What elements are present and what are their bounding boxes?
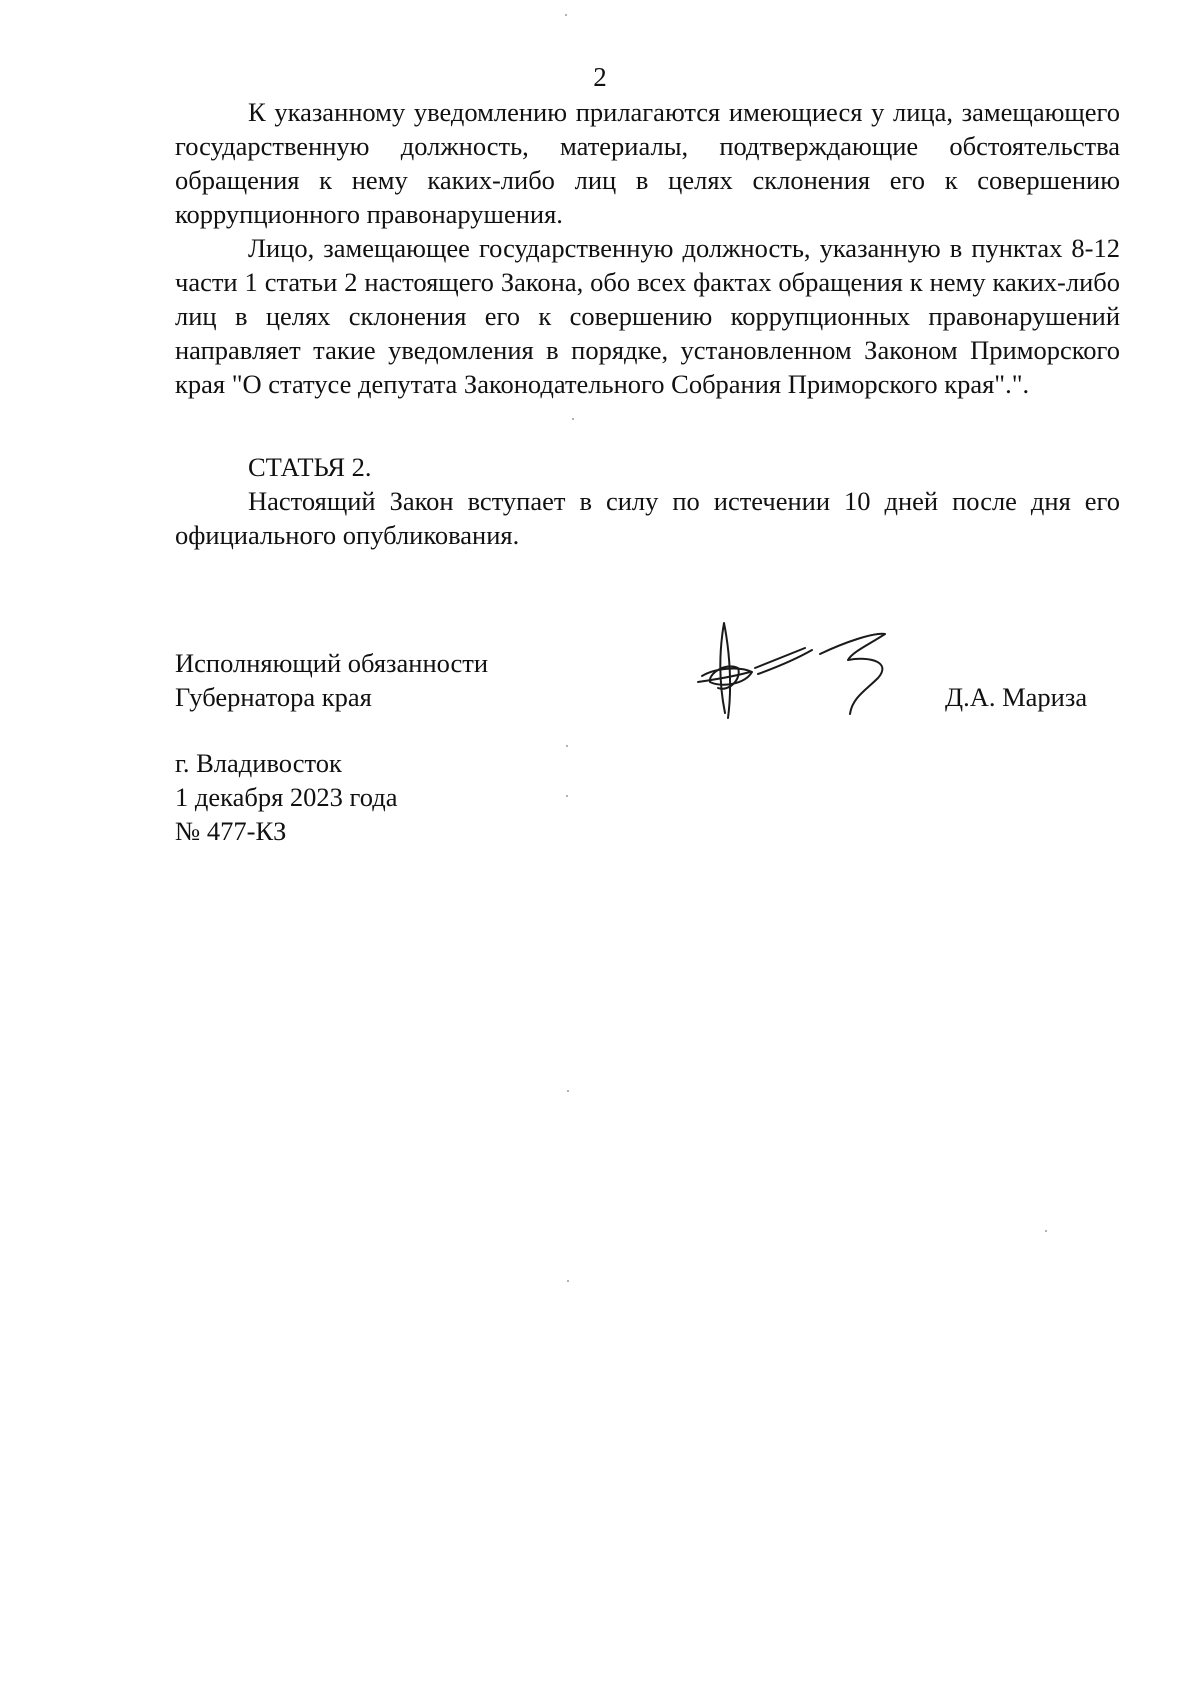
signature-title-line-1: Исполняющий обязанности	[175, 648, 489, 678]
issue-details	[175, 746, 397, 848]
scan-artifact	[1045, 1230, 1047, 1232]
issue-number: № 477-КЗ	[175, 816, 287, 846]
signature-title-line-2: Губернатора края	[175, 682, 372, 712]
scan-artifact	[567, 1090, 569, 1092]
scan-artifact	[566, 745, 568, 747]
handwritten-signature	[680, 618, 920, 728]
page-number: 2	[593, 62, 607, 92]
article-text: Настоящий Закон вступает в силу по истечении 10 дней после дня его официального опубликования.	[175, 486, 1120, 550]
paragraph-attachments: К указанному уведомлению прилагаются имеющиеся у лица, замещающего государственную должность, материалы, подтверждающие обстоятельства обращения к нему каких-либо лиц в целях склонения его к совершению коррупционного правонарушения.	[175, 97, 1120, 229]
issue-place: г. Владивосток	[175, 748, 342, 778]
scan-artifact	[572, 418, 574, 420]
paragraph-deputy-notifications: Лицо, замещающее государственную должность, указанную в пунктах 8-12 части 1 статьи 2 настоящего Закона, обо всех фактах обращения к нему каких-либо лиц в целях склонения его к совершению коррупционных правонарушений направляет такие уведомления в порядке, установленном Законом Приморского края "О статусе депутата Законодательного Собрания Приморского края".".	[175, 233, 1120, 399]
issue-date: 1 декабря 2023 года	[175, 782, 398, 812]
scan-artifact	[565, 14, 567, 16]
signatory-name: Д.А. Мариза	[945, 682, 1088, 712]
signature-title	[175, 646, 488, 714]
article-heading: СТАТЬЯ 2.	[248, 452, 372, 482]
scan-artifact	[567, 1280, 569, 1282]
scan-artifact	[566, 795, 568, 797]
body-text	[175, 95, 1120, 401]
